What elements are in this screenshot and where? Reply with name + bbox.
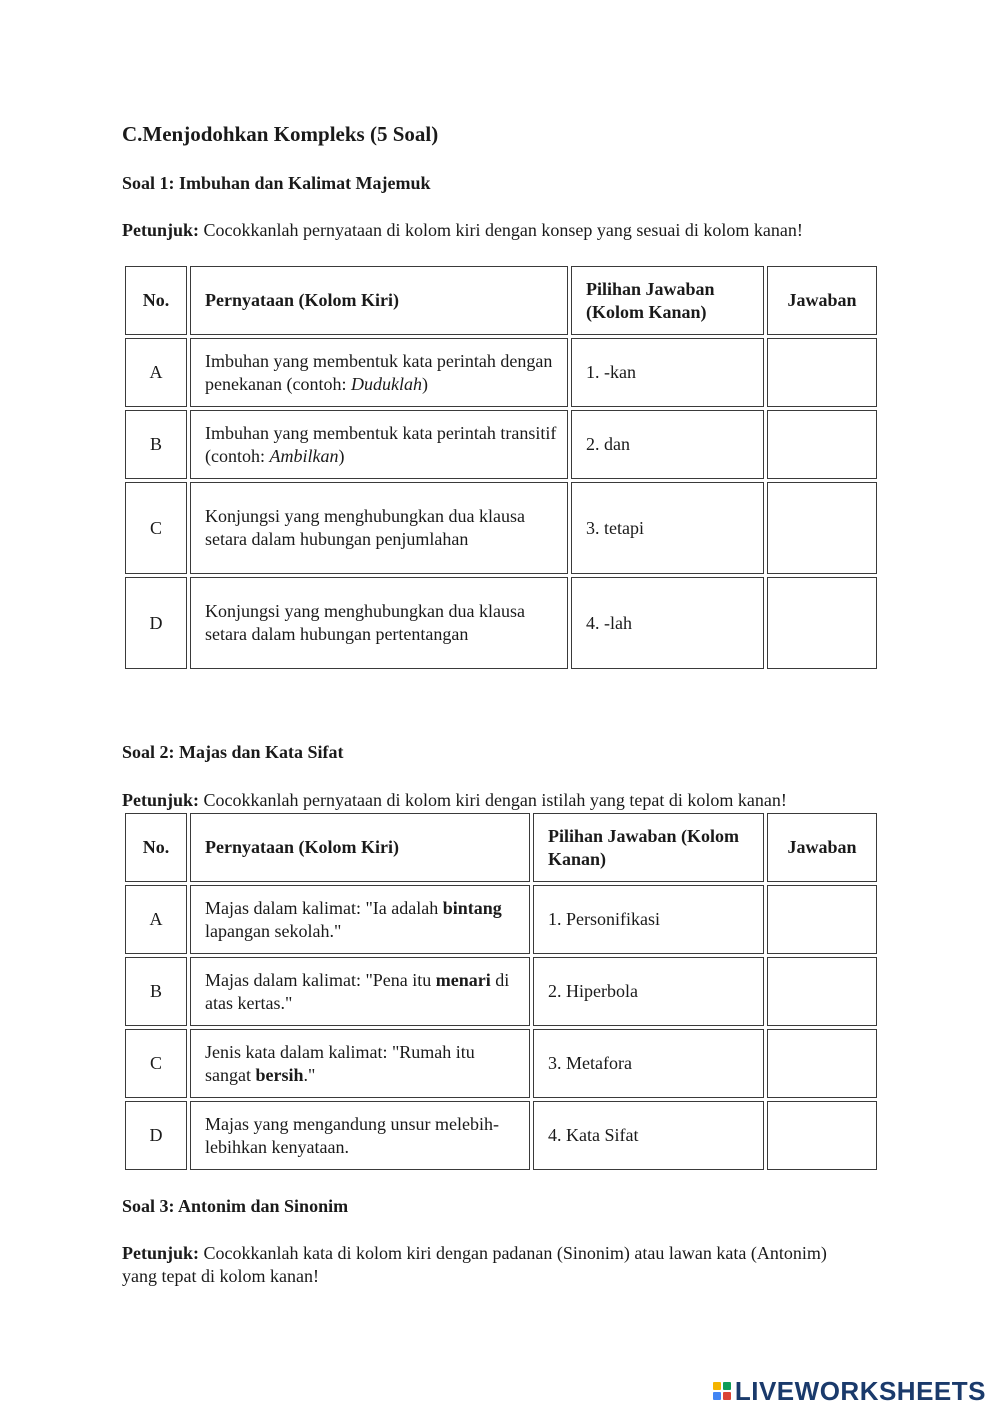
table-row bbox=[125, 482, 877, 574]
answer-cell[interactable] bbox=[767, 1101, 877, 1170]
table-row bbox=[125, 885, 877, 954]
instructions-label: Petunjuk: bbox=[122, 790, 200, 810]
table-row bbox=[125, 338, 877, 407]
row-no: D bbox=[125, 577, 187, 669]
row-statement: Majas dalam kalimat: "Ia adalah bintang lapangan sekolah." bbox=[190, 885, 530, 954]
soal-2-heading: Soal 2: Majas dan Kata Sifat bbox=[122, 742, 344, 762]
row-choice: 1. Personifikasi bbox=[533, 885, 764, 954]
row-no: A bbox=[125, 338, 187, 407]
row-choice: 1. -kan bbox=[571, 338, 764, 407]
table-row bbox=[125, 957, 877, 1026]
col-header-no: No. bbox=[125, 813, 187, 882]
row-no: A bbox=[125, 885, 187, 954]
row-choice: 3. Metafora bbox=[533, 1029, 764, 1098]
soal-1-table bbox=[122, 263, 880, 672]
instructions-text: Cocokkanlah pernyataan di kolom kiri dengan konsep yang sesuai di kolom kanan! bbox=[199, 220, 803, 240]
row-statement: Konjungsi yang menghubungkan dua klausa setara dalam hubungan pertentangan bbox=[190, 577, 568, 669]
col-header-jawaban: Jawaban bbox=[767, 813, 877, 882]
col-header-pilihan: Pilihan Jawaban (Kolom Kanan) bbox=[571, 266, 764, 335]
soal-3-heading: Soal 3: Antonim dan Sinonim bbox=[122, 1196, 349, 1216]
soal-3-instructions bbox=[122, 1242, 842, 1288]
row-choice: 4. Kata Sifat bbox=[533, 1101, 764, 1170]
liveworksheets-logo bbox=[713, 1376, 986, 1406]
logo-text: LIVEWORKSHEETS bbox=[734, 1375, 986, 1406]
row-statement: Majas yang mengandung unsur melebih-lebihkan kenyataan. bbox=[190, 1101, 530, 1170]
row-no: C bbox=[125, 1029, 187, 1098]
row-no: D bbox=[125, 1101, 187, 1170]
table-row bbox=[125, 1029, 877, 1098]
row-statement: Imbuhan yang membentuk kata perintah transitif (contoh: Ambilkan) bbox=[190, 410, 568, 479]
soal-1-instructions bbox=[122, 219, 882, 242]
col-header-pilihan: Pilihan Jawaban (Kolom Kanan) bbox=[533, 813, 764, 882]
col-header-no: No. bbox=[125, 266, 187, 335]
row-choice: 3. tetapi bbox=[571, 482, 764, 574]
logo-blocks-icon bbox=[713, 1382, 731, 1400]
instructions-label: Petunjuk: bbox=[122, 1243, 200, 1263]
table-row bbox=[125, 410, 877, 479]
instructions-text: Cocokkanlah pernyataan di kolom kiri dengan istilah yang tepat di kolom kanan! bbox=[199, 790, 787, 810]
row-statement: Jenis kata dalam kalimat: "Rumah itu sangat bersih." bbox=[190, 1029, 530, 1098]
instructions-label: Petunjuk: bbox=[122, 220, 200, 240]
row-choice: 4. -lah bbox=[571, 577, 764, 669]
answer-cell[interactable] bbox=[767, 957, 877, 1026]
table-row bbox=[125, 1101, 877, 1170]
row-no: B bbox=[125, 957, 187, 1026]
col-header-jawaban: Jawaban bbox=[767, 266, 877, 335]
answer-cell[interactable] bbox=[767, 482, 877, 574]
answer-cell[interactable] bbox=[767, 577, 877, 669]
row-statement: Imbuhan yang membentuk kata perintah dengan penekanan (contoh: Duduklah) bbox=[190, 338, 568, 407]
answer-cell[interactable] bbox=[767, 885, 877, 954]
soal-1-heading: Soal 1: Imbuhan dan Kalimat Majemuk bbox=[122, 173, 431, 193]
row-no: B bbox=[125, 410, 187, 479]
row-statement: Konjungsi yang menghubungkan dua klausa setara dalam hubungan penjumlahan bbox=[190, 482, 568, 574]
answer-cell[interactable] bbox=[767, 1029, 877, 1098]
col-header-pernyataan: Pernyataan (Kolom Kiri) bbox=[190, 266, 568, 335]
answer-cell[interactable] bbox=[767, 338, 877, 407]
row-choice: 2. Hiperbola bbox=[533, 957, 764, 1026]
table-row bbox=[125, 577, 877, 669]
row-choice: 2. dan bbox=[571, 410, 764, 479]
soal-2-table bbox=[122, 810, 880, 1173]
col-header-pernyataan: Pernyataan (Kolom Kiri) bbox=[190, 813, 530, 882]
row-no: C bbox=[125, 482, 187, 574]
row-statement: Majas dalam kalimat: "Pena itu menari di atas kertas." bbox=[190, 957, 530, 1026]
soal-2-instructions bbox=[122, 789, 922, 812]
page-title: C.Menjodohkan Kompleks (5 Soal) bbox=[122, 122, 439, 146]
answer-cell[interactable] bbox=[767, 410, 877, 479]
instructions-text: Cocokkanlah kata di kolom kiri dengan padanan (Sinonim) atau lawan kata (Antonim) yang tepat di kolom kanan! bbox=[122, 1243, 827, 1286]
